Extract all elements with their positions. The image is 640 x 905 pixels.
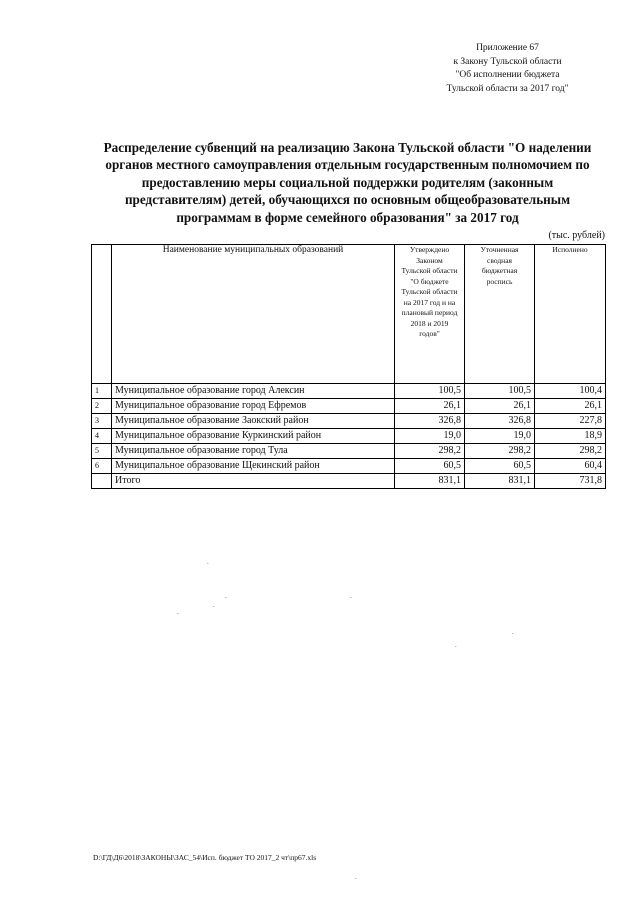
appendix-line: "Об исполнении бюджета xyxy=(455,70,560,80)
row-number: 5 xyxy=(92,444,112,459)
units-label: (тыс. рублей) xyxy=(548,230,605,241)
table-header-row xyxy=(92,245,606,384)
table-row xyxy=(92,459,606,474)
row-revised: 326,8 xyxy=(465,414,535,429)
row-approved: 100,5 xyxy=(395,384,465,399)
appendix-note xyxy=(420,42,595,96)
row-name: Муниципальное образование Заокский район xyxy=(112,414,395,429)
title-line: предоставлению меры социальной поддержки родителям (законным xyxy=(141,174,554,190)
title-line: представителям) детей, обучающихся по основным общеобразовательным xyxy=(124,192,571,208)
title-line: программам в форме семейного образования" за 2017 год xyxy=(176,209,519,225)
row-name: Муниципальное образование Куркинский район xyxy=(112,429,395,444)
total-executed: 731,8 xyxy=(535,474,606,489)
row-revised: 19,0 xyxy=(465,429,535,444)
row-number: 4 xyxy=(92,429,112,444)
scan-speck: . xyxy=(455,641,457,649)
row-executed: 26,1 xyxy=(535,399,606,414)
scan-speck: . xyxy=(512,628,514,636)
total-approved: 831,1 xyxy=(395,474,465,489)
scan-speck: . xyxy=(350,592,352,600)
row-name: Муниципальное образование город Тула xyxy=(112,444,395,459)
total-revised: 831,1 xyxy=(465,474,535,489)
header-num xyxy=(92,245,112,384)
row-approved: 326,8 xyxy=(395,414,465,429)
title-line: Распределение субвенций на реализацию Закона Тульской области "О наделении xyxy=(103,140,592,155)
row-revised: 298,2 xyxy=(465,444,535,459)
title-line: органов местного самоуправления отдельным государственным полномочием по xyxy=(105,157,590,173)
row-executed: 100,4 xyxy=(535,384,606,399)
row-number: 3 xyxy=(92,414,112,429)
row-executed: 60,4 xyxy=(535,459,606,474)
appendix-line: Тульской области за 2017 год" xyxy=(446,83,569,94)
row-approved: 60,5 xyxy=(395,459,465,474)
row-executed: 18,9 xyxy=(535,429,606,444)
subsidy-table xyxy=(91,244,606,489)
file-path-footer: D:\ГД\Д6\2018\ЗАКОНЫ\ЗАС_54\Исп. бюджет ТО 2017_2 чт\пр67.xls xyxy=(93,853,317,862)
row-number: 2 xyxy=(92,399,112,414)
row-name: Муниципальное образование город Алексин xyxy=(112,384,395,399)
row-revised: 60,5 xyxy=(465,459,535,474)
row-executed: 298,2 xyxy=(535,444,606,459)
row-approved: 26,1 xyxy=(395,399,465,414)
scan-speck: . xyxy=(225,592,227,600)
header-name: Наименование муниципальных образований xyxy=(112,245,395,384)
appendix-line: Приложение 67 xyxy=(476,43,539,53)
document-title xyxy=(90,139,605,226)
header-executed: Исполнено xyxy=(535,245,606,384)
total-num xyxy=(92,474,112,489)
row-number: 1 xyxy=(92,384,112,399)
row-approved: 298,2 xyxy=(395,444,465,459)
row-name: Муниципальное образование Щекинский район xyxy=(112,459,395,474)
row-number: 6 xyxy=(92,459,112,474)
table-row xyxy=(92,399,606,414)
row-name: Муниципальное образование город Ефремов xyxy=(112,399,395,414)
table-row xyxy=(92,414,606,429)
scan-speck: . xyxy=(355,873,357,881)
total-label: Итого xyxy=(112,474,395,489)
table-row xyxy=(92,429,606,444)
total-row xyxy=(92,474,606,489)
header-approved: Утверждено Законом Тульской области "О бюджете Тульской области на 2017 год и на плановый период 2018 и 2019 годов" xyxy=(395,245,465,384)
header-revised: Уточненная сводная бюджетная роспись xyxy=(465,245,535,384)
row-executed: 227,8 xyxy=(535,414,606,429)
row-revised: 100,5 xyxy=(465,384,535,399)
scan-speck: . xyxy=(207,558,209,566)
scan-speck: . xyxy=(177,608,179,616)
table-row xyxy=(92,384,606,399)
row-revised: 26,1 xyxy=(465,399,535,414)
row-approved: 19,0 xyxy=(395,429,465,444)
table-row xyxy=(92,444,606,459)
scan-speck: . xyxy=(213,601,215,609)
appendix-line: к Закону Тульской области xyxy=(453,56,562,67)
